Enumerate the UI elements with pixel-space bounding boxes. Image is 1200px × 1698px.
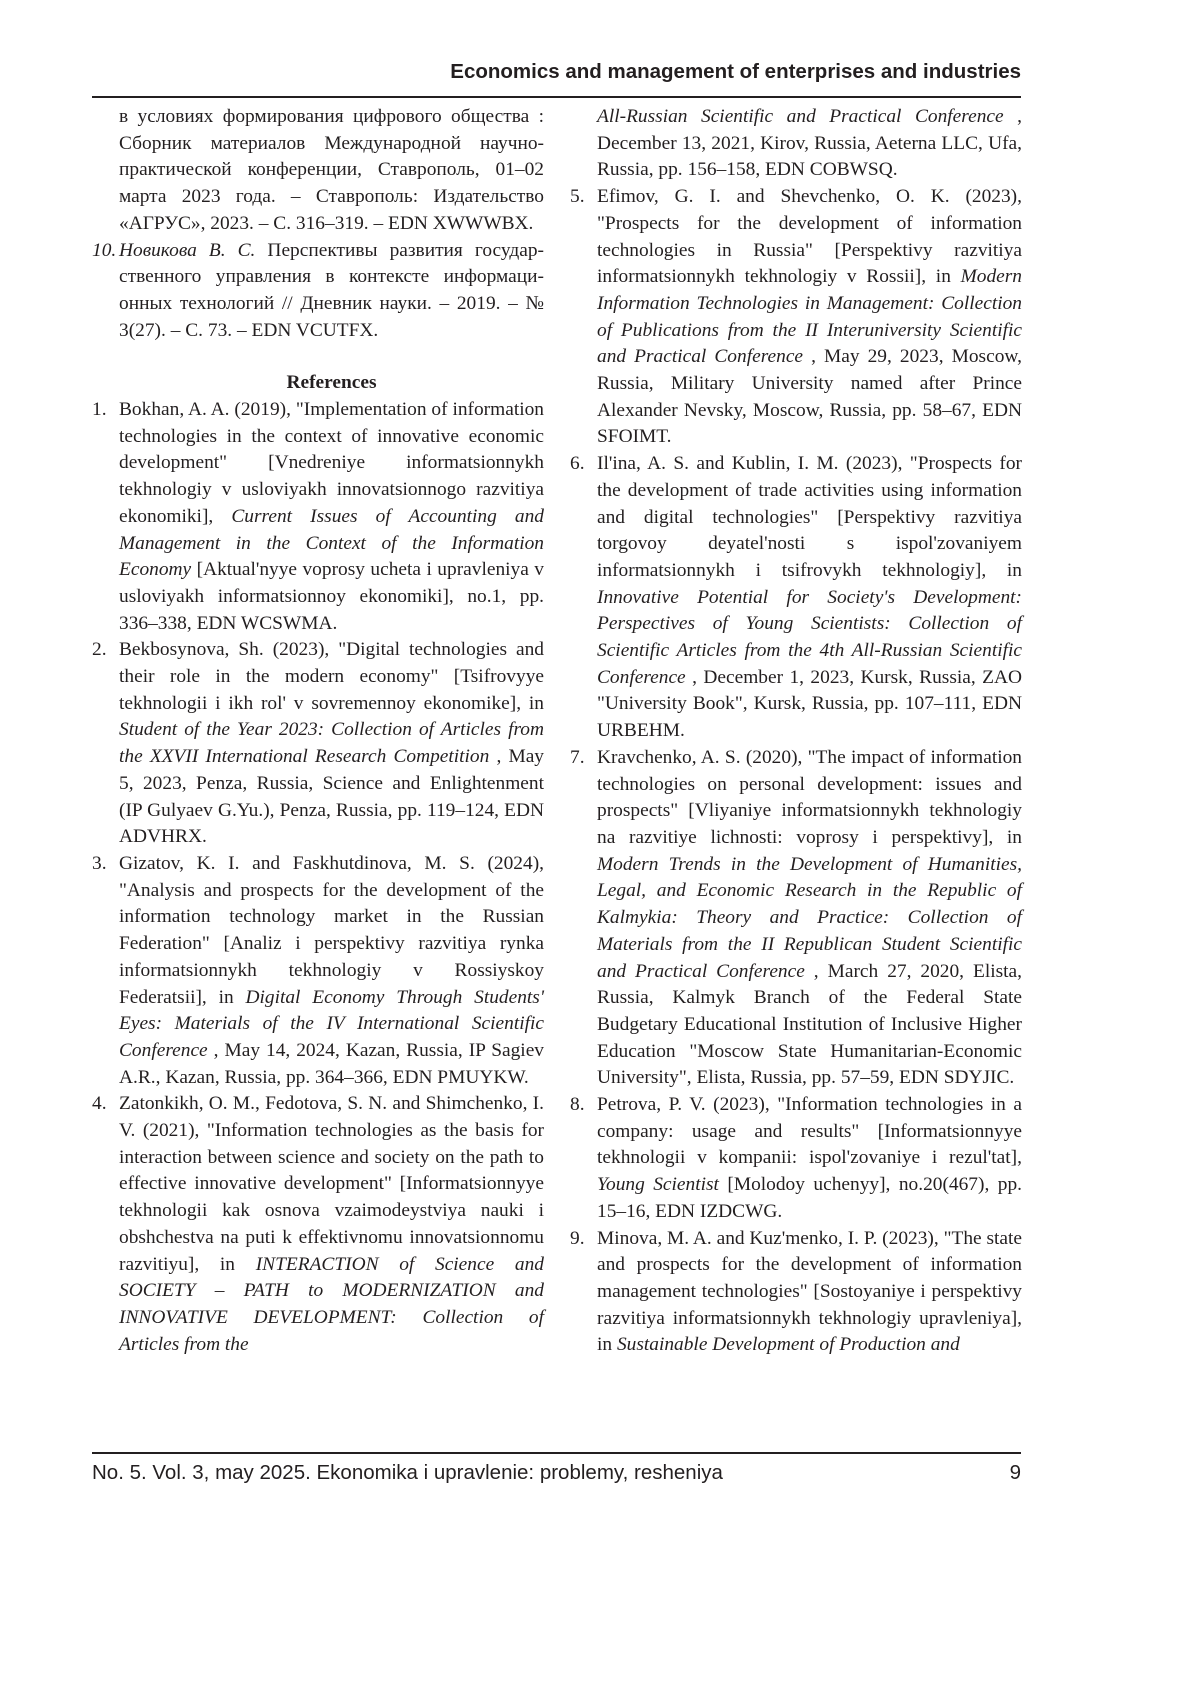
reference-item [92,851,544,1091]
running-header: Economics and management of enterprises and industries [450,60,1021,84]
reference-number: 10. [92,238,116,265]
header-rule [92,96,1021,98]
reference-item [92,397,544,637]
italic-title-text: Новикова В. С. [119,240,255,261]
italic-title-text: Student of the Year 2023: Collection of Articles from the XXVII International Research Competition [119,719,544,767]
reference-number: 2. [92,637,107,664]
reference-item [92,1091,544,1358]
reference-continuation [92,104,544,238]
italic-title-text: Innovative Potential for Society's Development: Perspectives of Young Scientists: Collection of Scientific Articles from the 4th All-Russian Scientific Conference [597,587,1022,688]
reference-item [570,1226,1022,1360]
italic-title-text: Modern Information Technologies in Management: Collection of Publications from the II Interuniversity Scientific and Practical Conference [597,266,1022,367]
reference-number: 7. [570,745,585,772]
reference-number: 5. [570,184,585,211]
reference-text: Bokhan, A. A. (2019), "Implementation of information technologies in the context of innovative economic development" [Vnedreniye informatsionnykh tekhnologiy v usloviyakh innovatsionnogo razvitiya ekonomiki], [119,399,544,527]
reference-text: , May 29, 2023, Moscow, Russia, Military University named after Prince Alexander Nevsky, Moscow, Russia, pp. 58–67, EDN SFOIMT. [597,346,1022,447]
reference-text: , March 27, 2020, Elista, Russia, Kalmyk Branch of the Federal State Budgetary Educational Institution of Inclusive Higher Education "Moscow State Humanitarian-Economic University", Elista, Russia, pp. 57–59, EDN SDYJIC. [597,961,1022,1089]
italic-title-text: INTERACTION of Science and SOCIETY – PATH to MODERNIZATION and INNOVATIVE DEVELOPMENT: Collection of Articles from the [119,1254,544,1355]
italic-title-text: All-Russian Scientific and Practical Conference [597,106,1004,127]
reference-item [570,184,1022,451]
reference-item [570,451,1022,745]
reference-number: 3. [92,851,107,878]
reference-text: [Aktual'nyye voprosy ucheta i upravleniya v usloviyakh informatsionnoy ekonomiki], no.1, pp. 336–338, EDN WCSWMA. [119,559,544,633]
reference-list [570,184,1022,1359]
reference-text: в условиях формирования цифрового общества : Сборник материалов Международной науч­но-практической конференции, Ставрополь, 01–02 марта 2023 года. – Ставрополь: Издательство «АГРУС», 2023. – С. 316–319. – EDN XWWWBX. [119,106,544,234]
reference-number: 9. [570,1226,585,1253]
right-column [570,104,1022,1359]
reference-text: Kravchenko, A. S. (2020), "The impact of information technologies on personal development: issues and prospects" [Vliyaniye informatsionnykh tekhnologiy na razvitiye lichnosti: voprosy i perspektivy], in [597,747,1022,848]
footer-citation: No. 5. Vol. 3, may 2025. Ekonomika i upravlenie: problemy, resheniya [92,1461,723,1485]
page-number: 9 [1010,1461,1021,1485]
italic-title-text: Modern Trends in the Development of Humanities, Legal, and Economic Research in the Republic of Kalmykia: Theory and Practice: Collection of Materials from the II Republican Student Scientific and Practical Conference [597,854,1022,982]
italic-title-text: Sustainable Development of Production and [617,1334,960,1355]
reference-text: Bekbosynova, Sh. (2023), "Digital technologies and their role in the modern economy" [Tsifrovyye tekhnologii i ikh rol' v sovremennoy ekonomike], in [119,639,544,713]
italic-title-text: Young Scientist [597,1174,719,1195]
footer-rule [92,1452,1021,1454]
reference-number: 8. [570,1092,585,1119]
reference-list [92,397,544,1358]
reference-text: [Molodoy uchenyy], no.20(467), pp. 15–16, EDN IZDCWG. [597,1174,1022,1222]
reference-text: Minova, M. A. and Kuz'menko, I. P. (2023), "The state and prospects for the development of information management technologies" [Sostoyaniye i perspektivy razvitiya informatsionnykh tekhnologiy upravleniya], in [597,1228,1022,1356]
reference-text: Efimov, G. I. and Shevchenko, O. K. (2023), "Prospects for the development of information technologies in Russia" [Perspektivy razvitiya informatsionnykh tekhnologiy v Rossii], in [597,186,1022,287]
reference-text: , May 5, 2023, Penza, Russia, Science and Enlightenment (IP Gulyaev G.Yu.), Penza, Russia, pp. 119–124, EDN ADVHRX. [119,746,544,847]
reference-item [92,637,544,851]
reference-item [570,745,1022,1092]
reference-text: , December 1, 2023, Kursk, Russia, ZAO "University Book", Kursk, Russia, pp. 107–111, EDN URBEHM. [597,667,1022,741]
reference-text: Перспективы развития государ­ственного управления в контексте информаци­онных технологий // Дневник науки. – 2019. – № 3(27). – С. 73. – EDN VCUTFX. [119,240,544,341]
reference-text: Zatonkikh, O. M., Fedotova, S. N. and Shimchenko, I. V. (2021), "Information technologies as the basis for interaction between science and society on the path to effective innovative development" [Informatsionnyye tekhnologii kak osnova vzaimodeystviya nauki i obshchestva na puti k effektivnomu innovatsionnomu razvitiyu], in [119,1093,544,1274]
references-heading: References [119,370,544,397]
reference-continuation [570,104,1022,184]
reference-text: Gizatov, K. I. and Faskhutdinova, M. S. (2024), "Analysis and prospects for the development of the information technology market in the Russian Federation" [Analiz i perspektivy razvitiya rynka informatsionnykh tekhnologiy v Rossiyskoy Federatsii], in [119,853,544,1008]
reference-item [92,238,544,345]
reference-number: 6. [570,451,585,478]
reference-number: 1. [92,397,107,424]
reference-text: , May 14, 2024, Kazan, Russia, IP Sagiev A.R., Kazan, Russia, pp. 364–366, EDN PMUYKW. [119,1040,544,1088]
reference-text: Petrova, P. V. (2023), "Information technologies in a company: usage and results" [Informatsionnyye tekhnologii v kompanii: ispol'zovaniye i rezul'tat], [597,1094,1022,1168]
reference-list-russian [92,238,544,345]
page-footer [92,1461,1021,1485]
reference-text: Il'ina, A. S. and Kublin, I. M. (2023), "Prospects for the development of trade activities using information and digital technologies" [Perspektivy razvitiya torgovoy deyatel'nosti s ispol'zovaniyem informatsionnykh i tsifrovykh tekhnologiy], in [597,453,1022,581]
italic-title-text: Current Issues of Accounting and Management in the Context of the Information Economy [119,506,544,580]
reference-text: , December 13, 2021, Kirov, Russia, Aeterna LLC, Ufa, Russia, pp. 156–158, EDN COBWSQ. [597,106,1022,180]
reference-number: 4. [92,1091,107,1118]
left-column [92,104,544,1358]
reference-item [570,1092,1022,1226]
italic-title-text: Digital Economy Through Students' Eyes: Materials of the IV International Scientific Conference [119,987,544,1061]
